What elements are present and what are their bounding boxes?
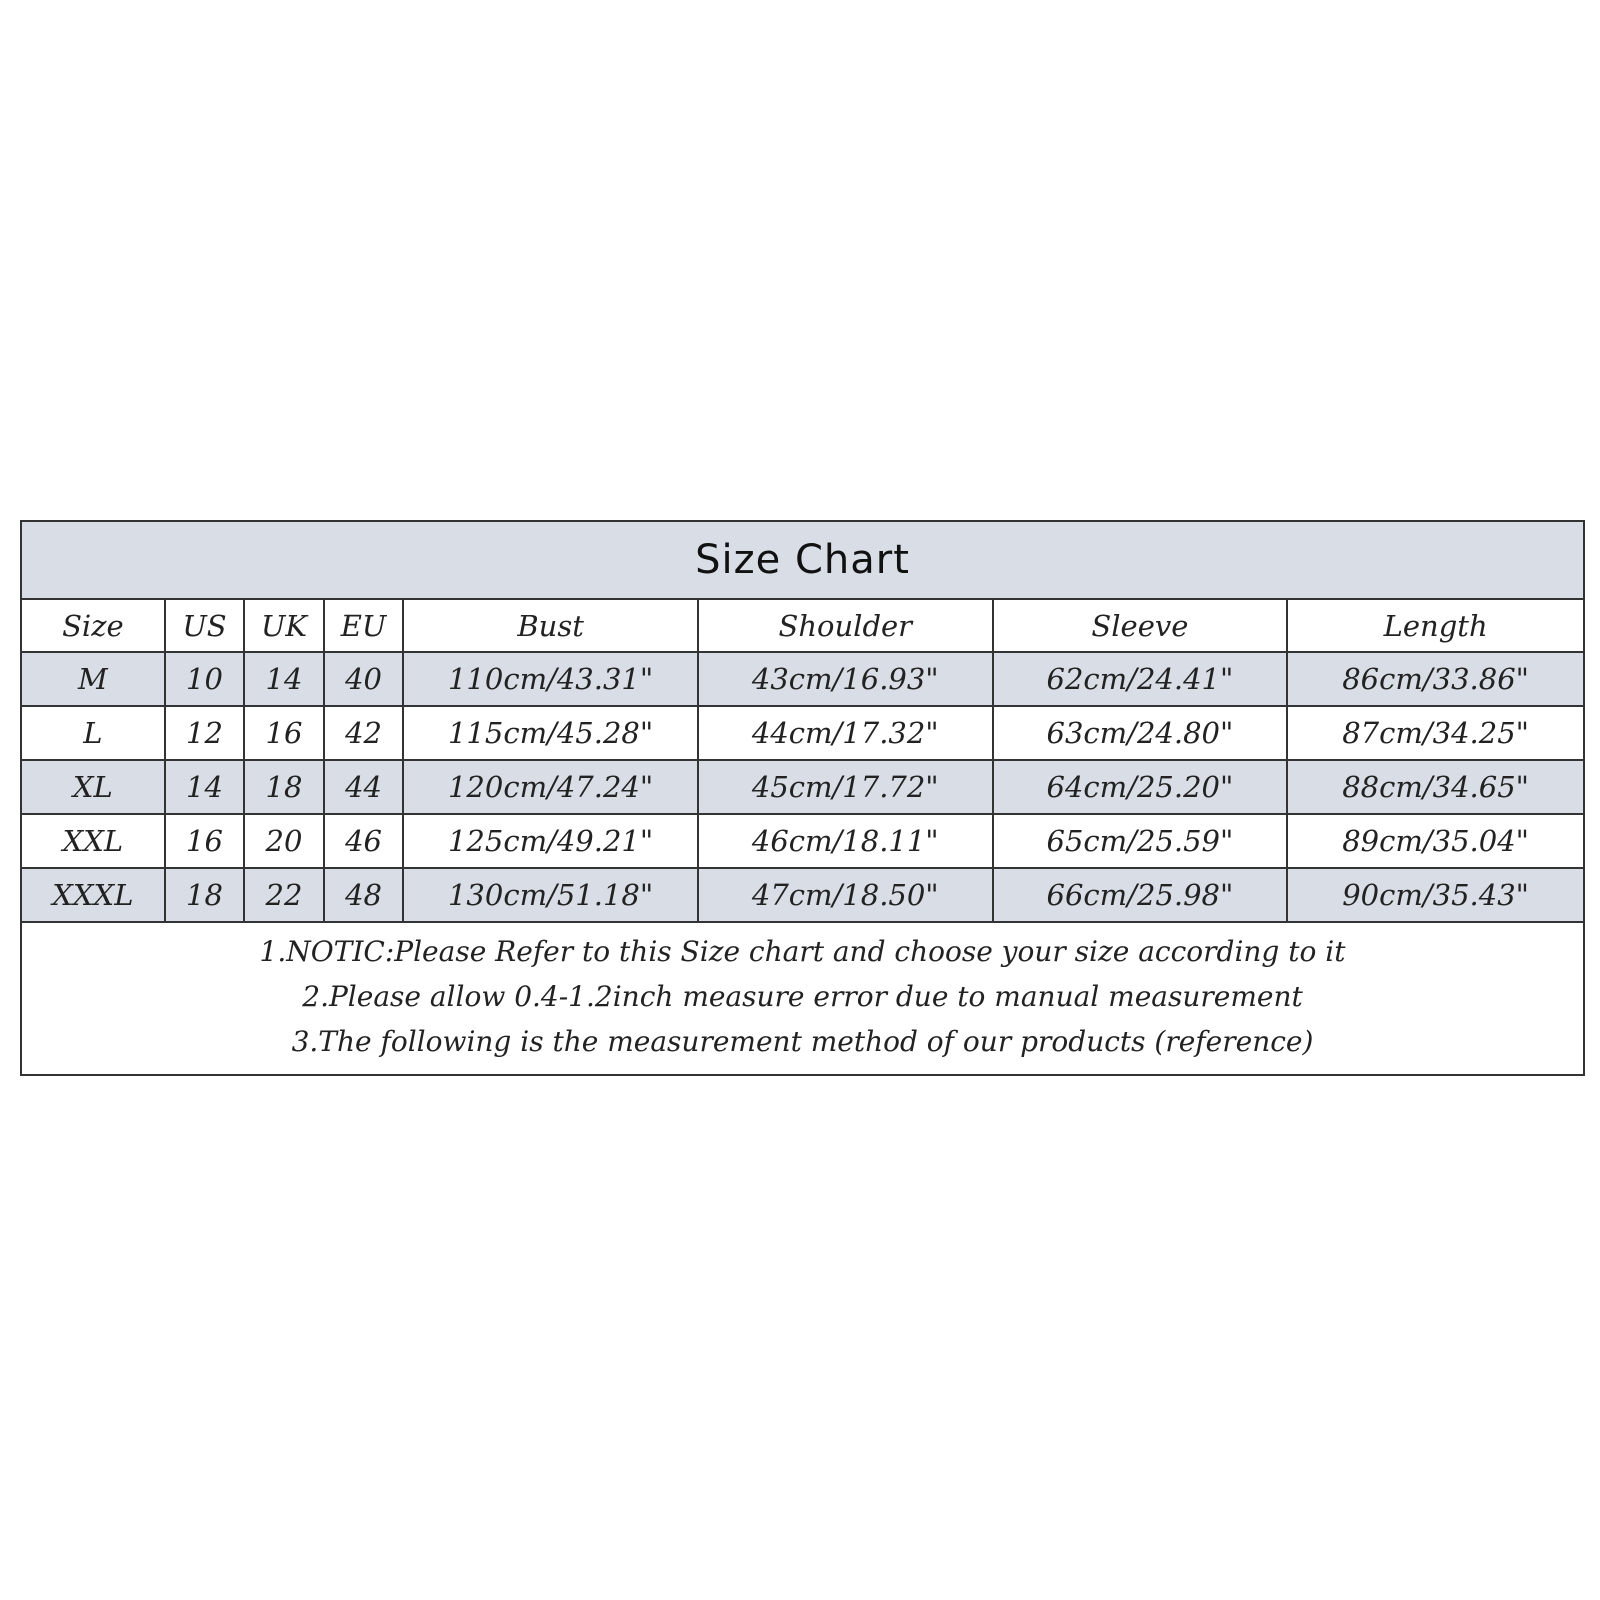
table-row xyxy=(22,868,1583,922)
cell-eu: 40 xyxy=(324,652,404,706)
cell-bust: 120cm/47.24" xyxy=(403,760,698,814)
cell-uk: 14 xyxy=(244,652,324,706)
cell-size: XL xyxy=(22,760,165,814)
table-header-row xyxy=(22,600,1583,652)
table-row xyxy=(22,814,1583,868)
chart-title: Size Chart xyxy=(22,522,1583,600)
cell-bust: 110cm/43.31" xyxy=(403,652,698,706)
cell-uk: 16 xyxy=(244,706,324,760)
cell-eu: 42 xyxy=(324,706,404,760)
cell-size: L xyxy=(22,706,165,760)
cell-shoulder: 43cm/16.93" xyxy=(698,652,993,706)
cell-bust: 130cm/51.18" xyxy=(403,868,698,922)
cell-uk: 18 xyxy=(244,760,324,814)
cell-shoulder: 46cm/18.11" xyxy=(698,814,993,868)
cell-sleeve: 65cm/25.59" xyxy=(993,814,1288,868)
cell-us: 10 xyxy=(165,652,245,706)
cell-length: 88cm/34.65" xyxy=(1287,760,1583,814)
cell-eu: 48 xyxy=(324,868,404,922)
cell-length: 87cm/34.25" xyxy=(1287,706,1583,760)
cell-shoulder: 47cm/18.50" xyxy=(698,868,993,922)
cell-eu: 44 xyxy=(324,760,404,814)
column-header-sleeve: Sleeve xyxy=(993,600,1288,652)
cell-shoulder: 44cm/17.32" xyxy=(698,706,993,760)
column-header-bust: Bust xyxy=(403,600,698,652)
table-row xyxy=(22,706,1583,760)
note-3: 3.The following is the measurement method of our products (reference) xyxy=(291,1025,1314,1058)
cell-us: 16 xyxy=(165,814,245,868)
cell-uk: 20 xyxy=(244,814,324,868)
cell-sleeve: 64cm/25.20" xyxy=(993,760,1288,814)
cell-bust: 125cm/49.21" xyxy=(403,814,698,868)
cell-bust: 115cm/45.28" xyxy=(403,706,698,760)
column-header-shoulder: Shoulder xyxy=(698,600,993,652)
column-header-uk: UK xyxy=(244,600,324,652)
note-2: 2.Please allow 0.4-1.2inch measure error due to manual measurement xyxy=(302,980,1303,1013)
note-1: 1.NOTIC:Please Refer to this Size chart and choose your size according to it xyxy=(259,935,1346,968)
column-header-us: US xyxy=(165,600,245,652)
cell-shoulder: 45cm/17.72" xyxy=(698,760,993,814)
cell-sleeve: 66cm/25.98" xyxy=(993,868,1288,922)
cell-us: 18 xyxy=(165,868,245,922)
cell-size: XXL xyxy=(22,814,165,868)
cell-length: 89cm/35.04" xyxy=(1287,814,1583,868)
cell-sleeve: 62cm/24.41" xyxy=(993,652,1288,706)
notes-section xyxy=(22,923,1583,1074)
cell-us: 14 xyxy=(165,760,245,814)
cell-us: 12 xyxy=(165,706,245,760)
column-header-length: Length xyxy=(1287,600,1583,652)
cell-sleeve: 63cm/24.80" xyxy=(993,706,1288,760)
cell-eu: 46 xyxy=(324,814,404,868)
cell-length: 86cm/33.86" xyxy=(1287,652,1583,706)
table-row xyxy=(22,760,1583,814)
size-chart xyxy=(20,520,1585,1076)
cell-length: 90cm/35.43" xyxy=(1287,868,1583,922)
column-header-eu: EU xyxy=(324,600,404,652)
cell-uk: 22 xyxy=(244,868,324,922)
cell-size: M xyxy=(22,652,165,706)
column-header-size: Size xyxy=(22,600,165,652)
cell-size: XXXL xyxy=(22,868,165,922)
size-table xyxy=(22,600,1583,923)
table-row xyxy=(22,652,1583,706)
